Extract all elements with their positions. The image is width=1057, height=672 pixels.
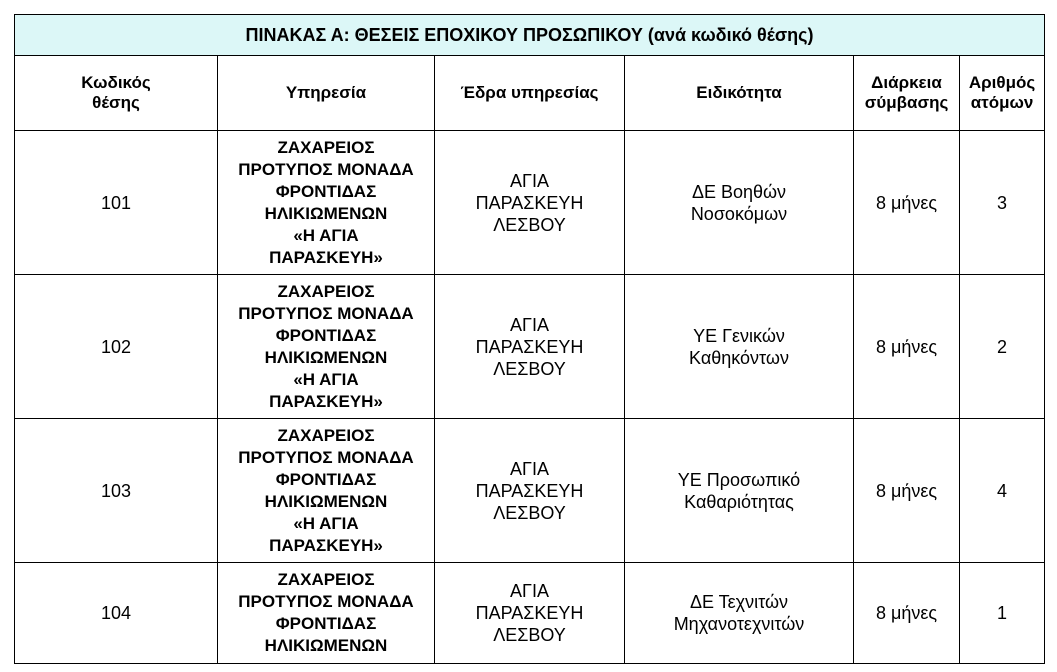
cell-duration: 8 μήνες (854, 131, 960, 275)
cell-count: 1 (960, 563, 1045, 664)
header-service: Υπηρεσία (218, 56, 435, 131)
cell-duration: 8 μήνες (854, 275, 960, 419)
header-duration: Διάρκεια σύμβασης (854, 56, 960, 131)
cell-seat: ΑΓΙΑ ΠΑΡΑΣΚΕΥΗ ΛΕΣΒΟΥ (435, 131, 625, 275)
cell-code: 102 (15, 275, 218, 419)
cell-count: 4 (960, 419, 1045, 563)
header-code: Κωδικός θέσης (15, 56, 218, 131)
cell-service: ΖΑΧΑΡΕΙΟΣ ΠΡΟΤΥΠΟΣ ΜΟΝΑΔΑ ΦΡΟΝΤΙΔΑΣ ΗΛΙΚΙΩΜΕΝΩΝ «Η ΑΓΙΑ ΠΑΡΑΣΚΕΥΗ» (218, 275, 435, 419)
cell-code: 101 (15, 131, 218, 275)
cell-seat: ΑΓΙΑ ΠΑΡΑΣΚΕΥΗ ΛΕΣΒΟΥ (435, 563, 625, 664)
cell-count: 2 (960, 275, 1045, 419)
table-title: ΠΙΝΑΚΑΣ Α: ΘΕΣΕΙΣ ΕΠΟΧΙΚΟΥ ΠΡΟΣΩΠΙΚΟΥ (ανά κωδικό θέσης) (15, 15, 1045, 56)
table-row (15, 419, 1045, 563)
positions-table-container (14, 14, 1044, 664)
cell-duration: 8 μήνες (854, 563, 960, 664)
header-count: Αριθμός ατόμων (960, 56, 1045, 131)
cell-service: ΖΑΧΑΡΕΙΟΣ ΠΡΟΤΥΠΟΣ ΜΟΝΑΔΑ ΦΡΟΝΤΙΔΑΣ ΗΛΙΚΙΩΜΕΝΩΝ «Η ΑΓΙΑ ΠΑΡΑΣΚΕΥΗ» (218, 131, 435, 275)
cell-specialty: ΥΕ Γενικών Καθηκόντων (625, 275, 854, 419)
cell-specialty: ΔΕ Τεχνιτών Μηχανοτεχνιτών (625, 563, 854, 664)
table-row (15, 131, 1045, 275)
seasonal-positions-table (14, 14, 1045, 664)
cell-specialty: ΥΕ Προσωπικό Καθαριότητας (625, 419, 854, 563)
table-row (15, 563, 1045, 664)
header-seat: Έδρα υπηρεσίας (435, 56, 625, 131)
cell-code: 103 (15, 419, 218, 563)
table-row (15, 275, 1045, 419)
cell-service: ΖΑΧΑΡΕΙΟΣ ΠΡΟΤΥΠΟΣ ΜΟΝΑΔΑ ΦΡΟΝΤΙΔΑΣ ΗΛΙΚΙΩΜΕΝΩΝ «Η ΑΓΙΑ ΠΑΡΑΣΚΕΥΗ» (218, 419, 435, 563)
cell-specialty: ΔΕ Βοηθών Νοσοκόμων (625, 131, 854, 275)
cell-duration: 8 μήνες (854, 419, 960, 563)
cell-seat: ΑΓΙΑ ΠΑΡΑΣΚΕΥΗ ΛΕΣΒΟΥ (435, 419, 625, 563)
cell-seat: ΑΓΙΑ ΠΑΡΑΣΚΕΥΗ ΛΕΣΒΟΥ (435, 275, 625, 419)
table-title-row (15, 15, 1045, 56)
header-specialty: Ειδικότητα (625, 56, 854, 131)
table-header-row (15, 56, 1045, 131)
cell-count: 3 (960, 131, 1045, 275)
cell-service: ΖΑΧΑΡΕΙΟΣ ΠΡΟΤΥΠΟΣ ΜΟΝΑΔΑ ΦΡΟΝΤΙΔΑΣ ΗΛΙΚΙΩΜΕΝΩΝ (218, 563, 435, 664)
cell-code: 104 (15, 563, 218, 664)
